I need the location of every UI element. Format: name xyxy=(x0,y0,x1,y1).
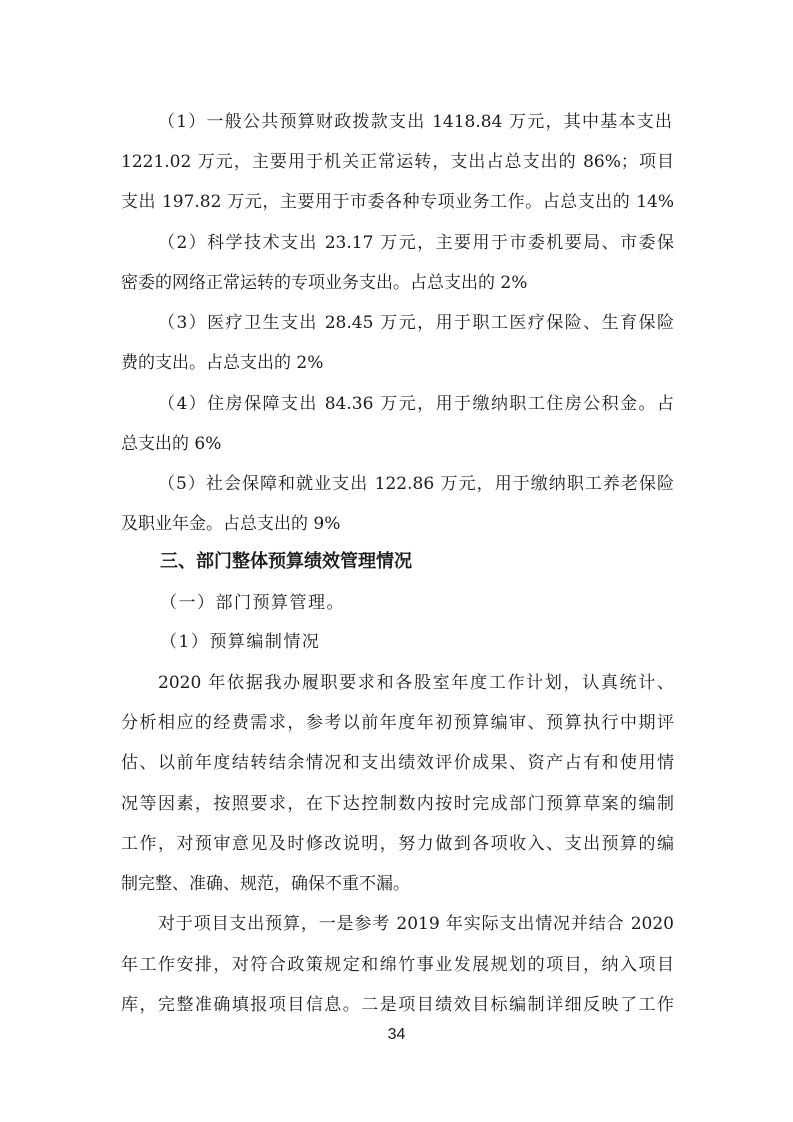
subsection-heading: （1）预算编制情况 xyxy=(160,632,321,652)
paragraph-line: 估、以前年度结转结余情况和支出绩效评价成果、资产占有和使用情 xyxy=(121,753,674,773)
paragraph-line: 况等因素，按照要求，在下达控制数内按时完成部门预算草案的编制 xyxy=(121,794,674,814)
paragraph-line: 对于项目支出预算，一是参考 2019 年实际支出情况并结合 2020 xyxy=(158,914,674,934)
paragraph-line: 及职业年金。占总支出的 9% xyxy=(121,514,341,534)
page-number: 34 xyxy=(387,1026,406,1043)
paragraph-line: 2020 年依据我办履职要求和各股室年度工作计划，认真统计、 xyxy=(158,673,674,693)
paragraph-line: 总支出的 6% xyxy=(121,434,222,454)
paragraph-line: 制完整、准确、规范，确保不重不漏。 xyxy=(121,874,410,894)
paragraph-line: 费的支出。占总支出的 2% xyxy=(121,353,324,373)
section-heading: 三、部门整体预算绩效管理情况 xyxy=(160,551,412,572)
subsection-heading: （一）部门预算管理。 xyxy=(160,593,345,613)
paragraph-line: （1）一般公共预算财政拨款支出 1418.84 万元，其中基本支出 xyxy=(158,112,672,132)
paragraph-line: 库，完整准确填报项目信息。二是项目绩效目标编制详细反映了工作 xyxy=(121,995,674,1015)
paragraph-line: （5）社会保障和就业支出 122.86 万元，用于缴纳职工养老保险 xyxy=(158,474,674,494)
paragraph-line: 支出 197.82 万元，主要用于市委各种专项业务工作。占总支出的 14% xyxy=(121,192,674,212)
paragraph-line: 密委的网络正常运转的专项业务支出。占总支出的 2% xyxy=(121,273,528,293)
paragraph-line: 工作，对预审意见及时修改说明，努力做到各项收入、支出预算的编 xyxy=(121,834,674,854)
paragraph-line: （4）住房保障支出 84.36 万元，用于缴纳职工住房公积金。占 xyxy=(158,394,674,414)
paragraph-line: （3）医疗卫生支出 28.45 万元，用于职工医疗保险、生育保险 xyxy=(158,313,674,333)
paragraph-line: （2）科学技术支出 23.17 万元，主要用于市委机要局、市委保 xyxy=(158,233,674,253)
paragraph-line: 1221.02 万元，主要用于机关正常运转，支出占总支出的 86%；项目 xyxy=(121,152,674,172)
paragraph-line: 分析相应的经费需求，参考以前年度年初预算编审、预算执行中期评 xyxy=(121,713,674,733)
paragraph-line: 年工作安排，对符合政策规定和绵竹事业发展规划的项目，纳入项目 xyxy=(121,955,674,975)
